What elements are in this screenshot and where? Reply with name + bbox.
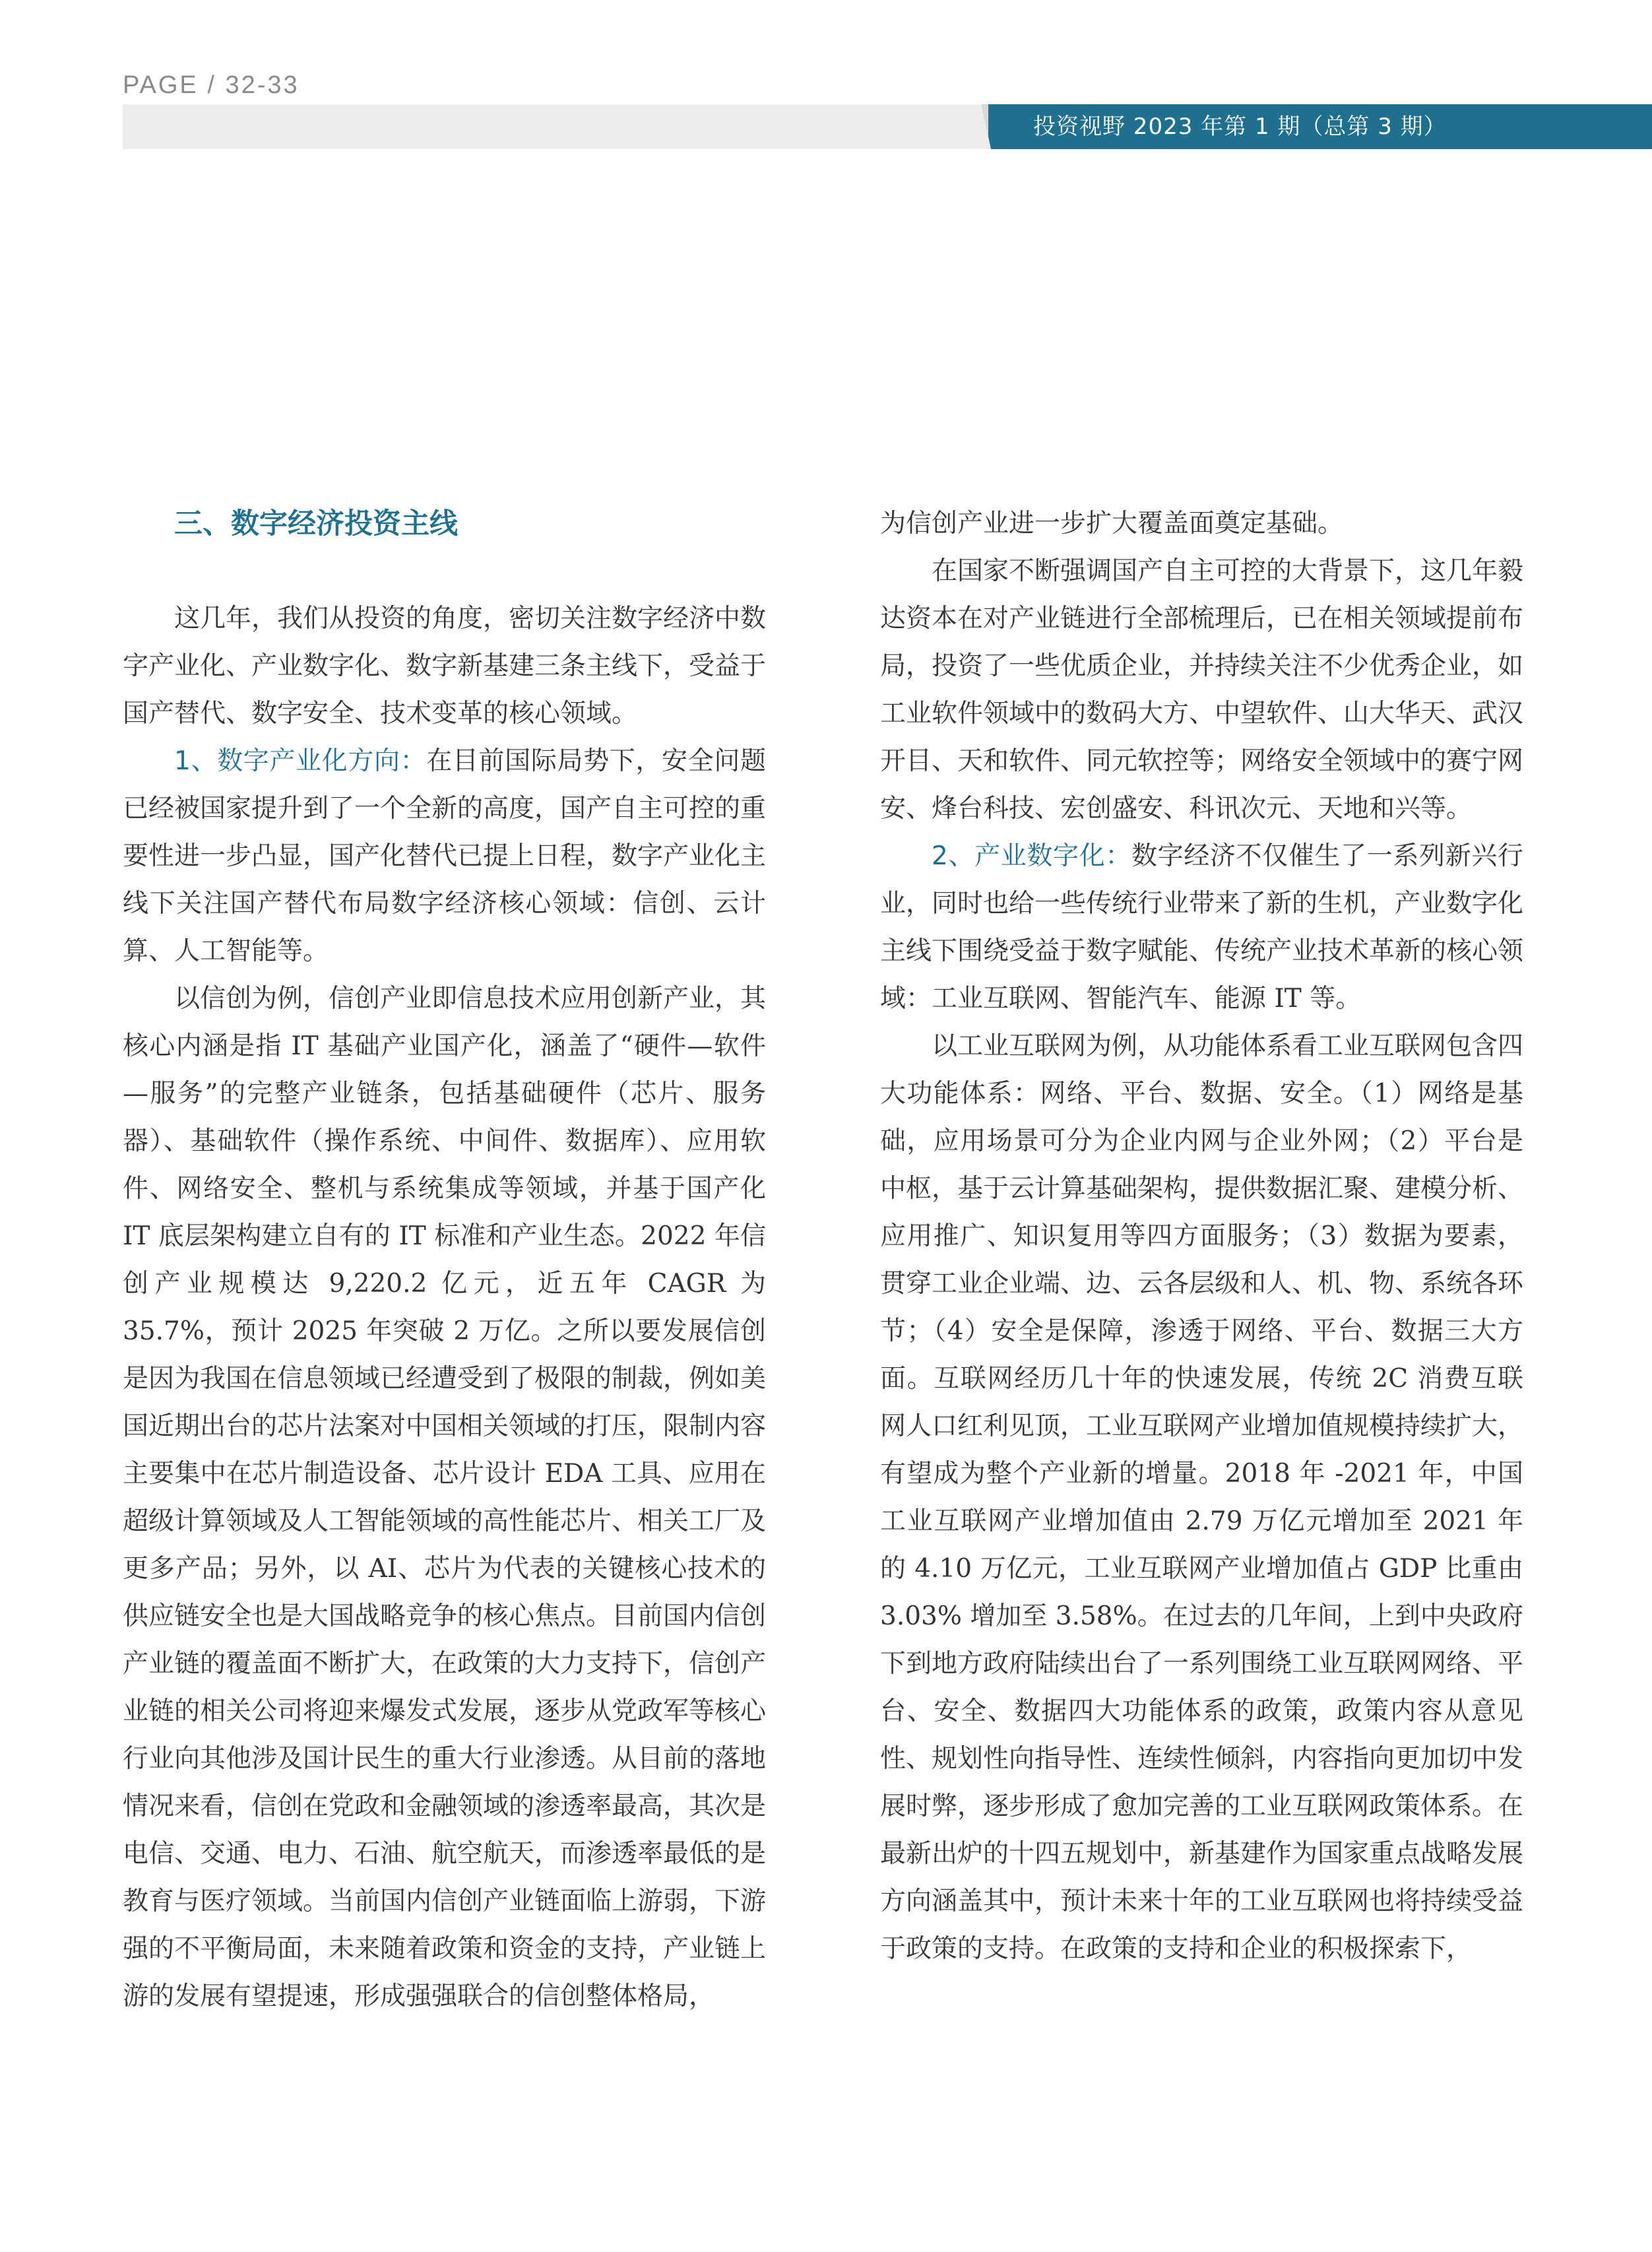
section-title: 三、数字经济投资主线 bbox=[174, 507, 458, 540]
intro-paragraph: 这几年，我们从投资的角度，密切关注数字经济中数字产业化、产业数字化、数字新基建三条主线下，受益于国产替代、数字安全、技术变革的核心领域。 bbox=[123, 604, 767, 728]
journal-issue-info: 投资视野 2023 年第 1 期（总第 3 期） bbox=[1033, 113, 1447, 140]
yida-capital-paragraph: 在国家不断强调国产自主可控的大背景下，这几年毅达资本在对产业链进行全部梳理后，已在相关领域提前布局，投资了一些优质企业，并持续关注不少优秀企业，如工业软件领域中的数码大方、中望软件、山大华天、武汉开目、天和软件、同元软控等；网络安全领域中的赛宁网安、烽台科技、宏创盛安、科讯次元、天地和兴等。 bbox=[880, 556, 1524, 823]
point-2-heading: 2、产业数字化： bbox=[932, 841, 1131, 871]
page-number: PAGE / 32-33 bbox=[123, 71, 300, 99]
industrial-internet-paragraph: 以工业互联网为例，从功能体系看工业互联网包含四大功能体系：网络、平台、数据、安全。（1）网络是基础，应用场景可分为企业内网与企业外网；（2）平台是中枢，基于云计算基础架构，提供数据汇聚、建模分析、应用推广、知识复用等四方面服务；（3）数据为要素，贯穿工业企业端、边、云各层级和人、机、物、系统各环节；（4）安全是保障，渗透于网络、平台、数据三大方面。互联网经历几十年的快速发展，传统 2C 消费互联网人口红利见顶，工业互联网产业增加值规模持续扩大，有望成为整个产业新的增量。2018 年 -2021 年，中国工业互联网产业增加值由 2.79 万亿元增加至 2021 年的 4.10 万亿元，工业互联网产业增加值占 GDP 比重由 3.03% 增加至 3.58%。在过去的几年间，上到中央政府下到地方政府陆续出台了一系列围绕工业互联网网络、平台、安全、数据四大功能体系的政策，政策内容从意见性、规划性向指导性、连续性倾斜，内容指向更加切中发展时弊，逐步形成了愈加完善的工业互联网政策体系。在最新出炉的十四五规划中，新基建作为国家重点战略发展方向涵盖其中，预计未来十年的工业互联网也将持续受益于政策的支持。在政策的支持和企业的积极探索下， bbox=[880, 1031, 1524, 1964]
point-2-text: 数字经济不仅催生了一系列新兴行业，同时也给一些传统行业带来了新的生机，产业数字化主线下围绕受益于数字赋能、传统产业技术革新的核心领域：工业互联网、智能汽车、能源 IT 等。 bbox=[880, 841, 1524, 1013]
xinchuang-paragraph: 以信创为例，信创产业即信息技术应用创新产业，其核心内涵是指 IT 基础产业国产化，涵盖了“硬件—软件—服务”的完整产业链条，包括基础硬件（芯片、服务器）、基础软件（操作系统、中间件、数据库）、应用软件、网络安全、整机与系统集成等领域，并基于国产化 IT 底层架构建立自有的 IT 标准和产业生态。2022 年信创产业规模达 9,220.2 亿元，近五年 CAGR 为 35.7%，预计 2025 年突破 2 万亿。之所以要发展信创是因为我国在信息领域已经遭受到了极限的制裁，例如美国近期出台的芯片法案对中国相关领域的打压，限制内容主要集中在芯片制造设备、芯片设计 EDA 工具、应用在超级计算领域及人工智能领域的高性能芯片、相关工厂及更多产品；另外，以 AI、芯片为代表的关键核心技术的供应链安全也是大国战略竞争的核心焦点。目前国内信创产业链的覆盖面不断扩大，在政策的大力支持下，信创产业链的相关公司将迎来爆发式发展，逐步从党政军等核心行业向其他涉及国计民生的重大行业渗透。从目前的落地情况来看，信创在党政和金融领域的渗透率最高，其次是电信、交通、电力、石油、航空航天，而渗透率最低的是教育与医疗领域。当前国内信创产业链面临上游弱，下游强的不平衡局面，未来随着政策和资金的支持，产业链上游的发展有望提速，形成强强联合的信创整体格局， bbox=[123, 984, 767, 2011]
point-1-text: 在目前国际局势下，安全问题已经被国家提升到了一个全新的高度，国产自主可控的重要性进一步凸显，国产化替代已提上日程，数字产业化主线下关注国产替代布局数字经济核心领域：信创、云计算、人工智能等。 bbox=[123, 746, 767, 966]
left-column bbox=[123, 500, 766, 2020]
title-spacer bbox=[123, 548, 766, 595]
digital-industrialization-paragraph bbox=[123, 738, 766, 975]
continuation-line: 为信创产业进一步扩大覆盖面奠定基础。 bbox=[880, 509, 1344, 538]
right-column bbox=[880, 500, 1523, 1973]
industrial-digitization-paragraph bbox=[880, 833, 1523, 1023]
point-1-heading: 1、数字产业化方向： bbox=[174, 746, 427, 776]
